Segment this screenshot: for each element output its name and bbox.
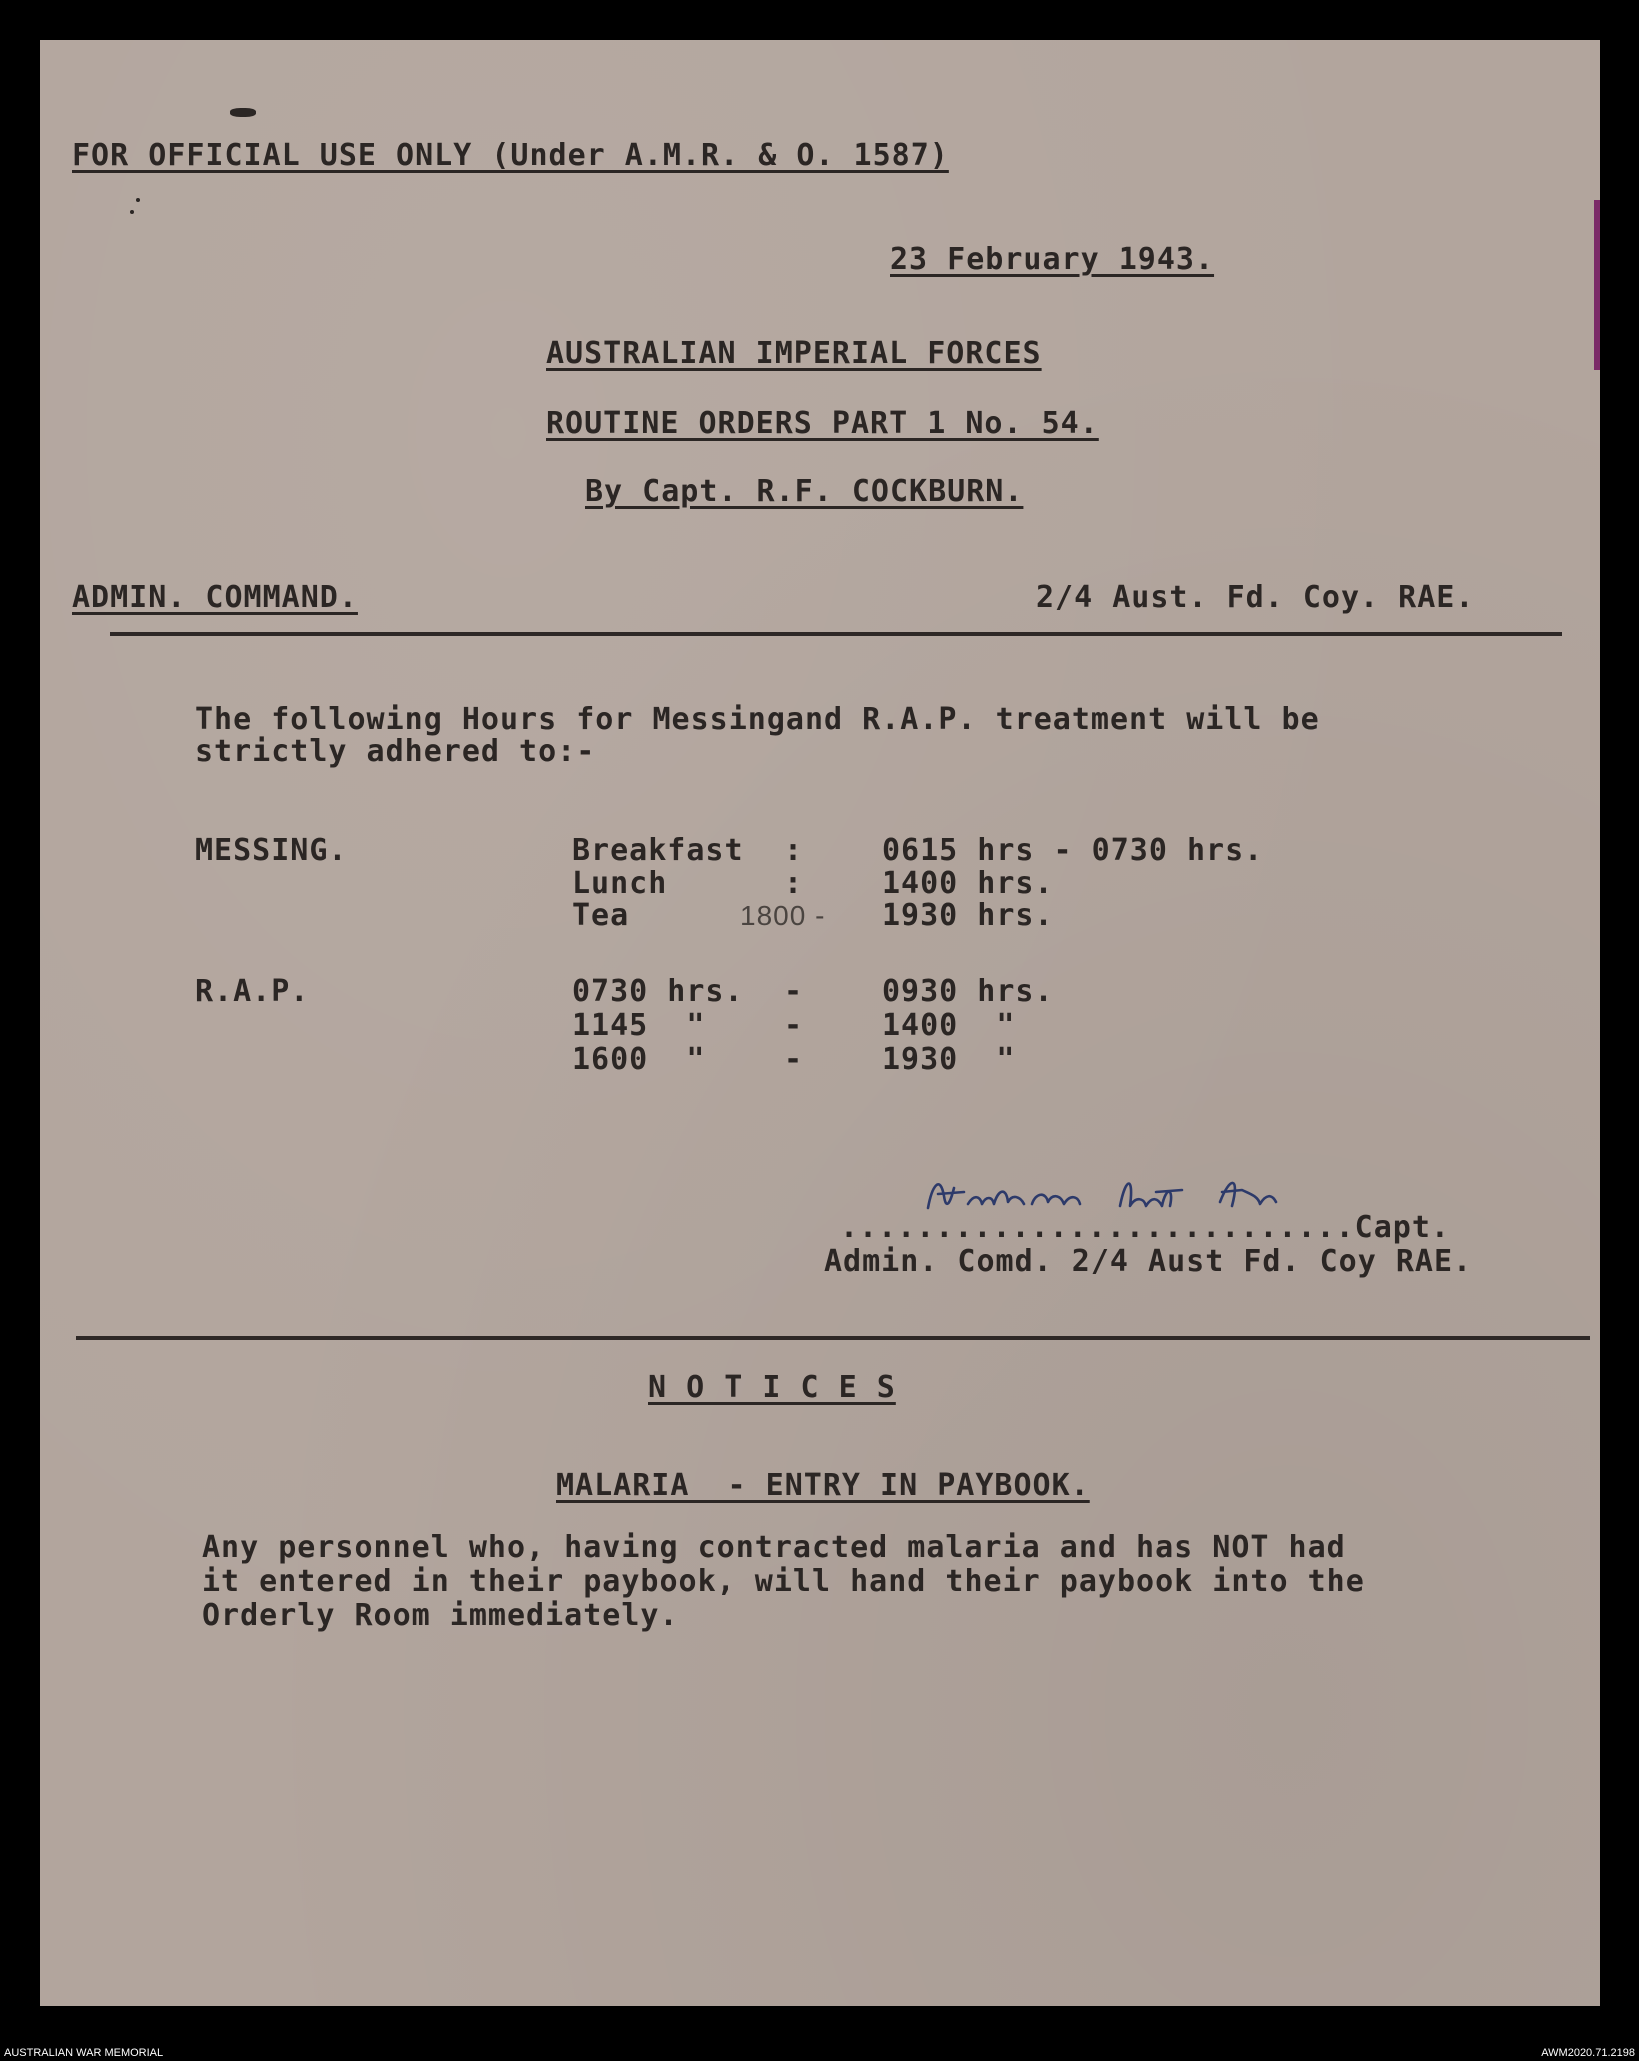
intro-line-2: strictly adhered to:- — [195, 734, 596, 769]
document-page — [40, 40, 1600, 2006]
title-author: By Capt. R.F. COCKBURN. — [585, 474, 1024, 509]
meal-time: 1400 hrs. — [882, 866, 1054, 901]
signature-line: ...........................Capt. — [840, 1210, 1450, 1245]
rap-separator: - — [784, 1008, 804, 1043]
signature-title: Admin. Comd. 2/4 Aust Fd. Coy RAE. — [824, 1244, 1473, 1279]
document-date: 23 February 1943. — [890, 242, 1215, 277]
edge-mark — [1594, 200, 1600, 370]
divider-rule — [76, 1336, 1590, 1340]
footer-credit: AUSTRALIAN WAR MEMORIAL — [4, 2047, 164, 2059]
ink-blot — [230, 108, 256, 117]
notices-heading: N O T I C E S — [648, 1370, 896, 1405]
title-orders: ROUTINE ORDERS PART 1 No. 54. — [546, 406, 1099, 441]
divider-rule — [110, 632, 1562, 636]
footer-accession: AWM2020.71.2198 — [1541, 2047, 1635, 2059]
messing-label: MESSING. — [195, 833, 348, 868]
ink-dot — [130, 210, 134, 214]
rap-label: R.A.P. — [195, 974, 310, 1009]
rap-to: 0930 hrs. — [882, 974, 1054, 1009]
notice-body-line-2: it entered in their paybook, will hand their paybook into the — [202, 1564, 1365, 1599]
meal-separator: : — [784, 866, 804, 901]
meal-time: 1930 hrs. — [882, 898, 1054, 933]
rap-separator: - — [784, 974, 804, 1009]
rap-to: 1400 " — [882, 1008, 1016, 1043]
meal-breakfast: Breakfast — [572, 833, 744, 868]
notice-subheading: MALARIA - ENTRY IN PAYBOOK. — [556, 1468, 1090, 1503]
ink-dot — [136, 198, 140, 202]
rap-separator: - — [784, 1042, 804, 1077]
meal-time: 0615 hrs - 0730 hrs. — [882, 833, 1264, 868]
rap-to: 1930 " — [882, 1042, 1016, 1077]
meal-separator: : — [784, 833, 804, 868]
rap-from: 1145 " — [572, 1008, 706, 1043]
title-forces: AUSTRALIAN IMPERIAL FORCES — [546, 336, 1042, 371]
admin-command: ADMIN. COMMAND. — [72, 580, 358, 615]
notice-body-line-3: Orderly Room immediately. — [202, 1598, 679, 1633]
tea-start-time: 1800 - — [740, 900, 826, 931]
intro-line-1: The following Hours for Messingand R.A.P. treatment will be — [195, 702, 1320, 737]
meal-lunch: Lunch — [572, 866, 668, 901]
notice-body-line-1: Any personnel who, having contracted malaria and has NOT had — [202, 1530, 1346, 1565]
unit-name: 2/4 Aust. Fd. Coy. RAE. — [1036, 580, 1475, 615]
meal-tea: Tea — [572, 898, 630, 933]
rap-from: 1600 " — [572, 1042, 706, 1077]
official-use-banner: FOR OFFICIAL USE ONLY (Under A.M.R. & O. 1587) — [72, 138, 949, 173]
rap-from: 0730 hrs. — [572, 974, 744, 1009]
